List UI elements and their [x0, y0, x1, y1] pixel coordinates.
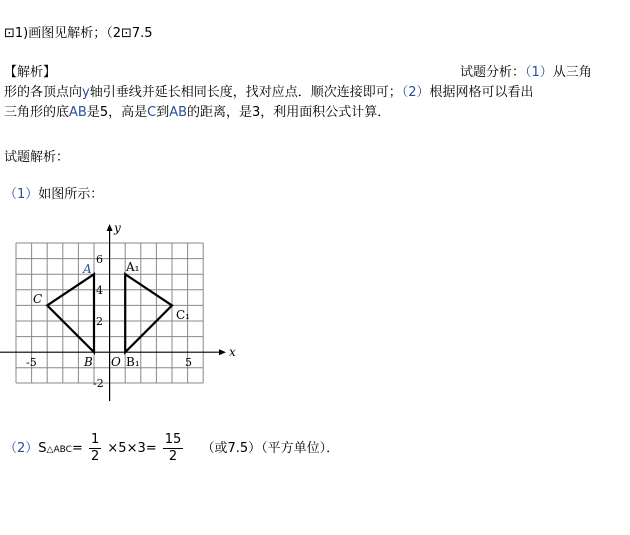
label-a1: A₁	[126, 260, 140, 274]
triangle-a1b1c1	[125, 274, 172, 352]
segment-ab-ref: AB	[169, 105, 188, 120]
analysis-label: 试题分析：	[460, 65, 526, 80]
x-axis-arrow	[219, 349, 226, 355]
label-c1: C₁	[176, 308, 190, 322]
answer-line: ⊡1)画图见解析；（2⊡7.5	[4, 26, 153, 41]
solution-label: 试题解析：	[4, 150, 70, 165]
part1-number: （1）	[4, 187, 39, 202]
segment-ab-ref: AB	[69, 105, 87, 120]
tick-x-neg5: -5	[26, 356, 37, 369]
result-note: （或7.5）（平方单位）．	[201, 441, 340, 456]
y-axis-ref: y	[82, 85, 90, 100]
y-axis-arrow	[107, 224, 113, 231]
triangle-abc	[47, 274, 94, 352]
point-c-ref: C	[147, 105, 157, 120]
label-a: A	[83, 262, 92, 276]
area-subscript: △ABC	[46, 445, 72, 455]
analysis-line-3	[4, 101, 390, 120]
analysis-text: 轴引垂线并延长相同长度，找对应点．顺次连接即可；	[89, 85, 402, 100]
x-axis-label: x	[229, 345, 236, 359]
equals-sign: =	[71, 441, 83, 456]
fraction-denominator: 2	[90, 449, 100, 464]
part2-number: （2）	[4, 441, 39, 456]
tick-y-neg2: -2	[93, 377, 104, 390]
label-b: B	[84, 355, 93, 369]
analysis-text: 根据网格可以看出	[429, 85, 534, 100]
analysis-text: 到	[156, 105, 170, 120]
tick-x-pos5: 5	[185, 356, 192, 369]
y-axis-label: y	[114, 221, 121, 235]
fraction-one-half	[89, 432, 101, 465]
analysis-part1-text: 从三角	[552, 65, 592, 80]
analysis-part2-number: （2）	[401, 85, 430, 100]
fraction-fifteen-halves	[163, 432, 184, 465]
multiplication-expression: ×5×3=	[107, 441, 157, 456]
part2-formula	[4, 432, 339, 465]
label-b1: B₁	[126, 355, 140, 369]
tick-y-6: 6	[96, 253, 103, 266]
analysis-text: 是5，高是	[86, 105, 148, 120]
origin-label: O	[111, 355, 121, 369]
fraction-denominator: 2	[168, 449, 178, 464]
analysis-text: 形的各顶点向	[4, 85, 83, 100]
analysis-text: 的距离，是3，利用面积公式计算．	[187, 105, 391, 120]
analysis-part1-number: （1）	[525, 65, 553, 80]
analysis-heading: 【解析】	[4, 65, 57, 80]
analysis-text: 三角形的底	[4, 105, 70, 120]
coordinate-figure	[0, 215, 240, 405]
part1-text: 如图所示：	[38, 187, 104, 202]
analysis-line-2	[4, 81, 534, 100]
fraction-numerator: 1	[90, 432, 100, 447]
area-symbol: S	[38, 441, 47, 456]
part1-line	[4, 183, 103, 202]
label-c: C	[33, 292, 43, 306]
analysis-first-line	[460, 61, 592, 80]
tick-y-4: 4	[96, 284, 103, 297]
fraction-numerator: 15	[164, 432, 182, 447]
tick-y-2: 2	[96, 315, 103, 328]
